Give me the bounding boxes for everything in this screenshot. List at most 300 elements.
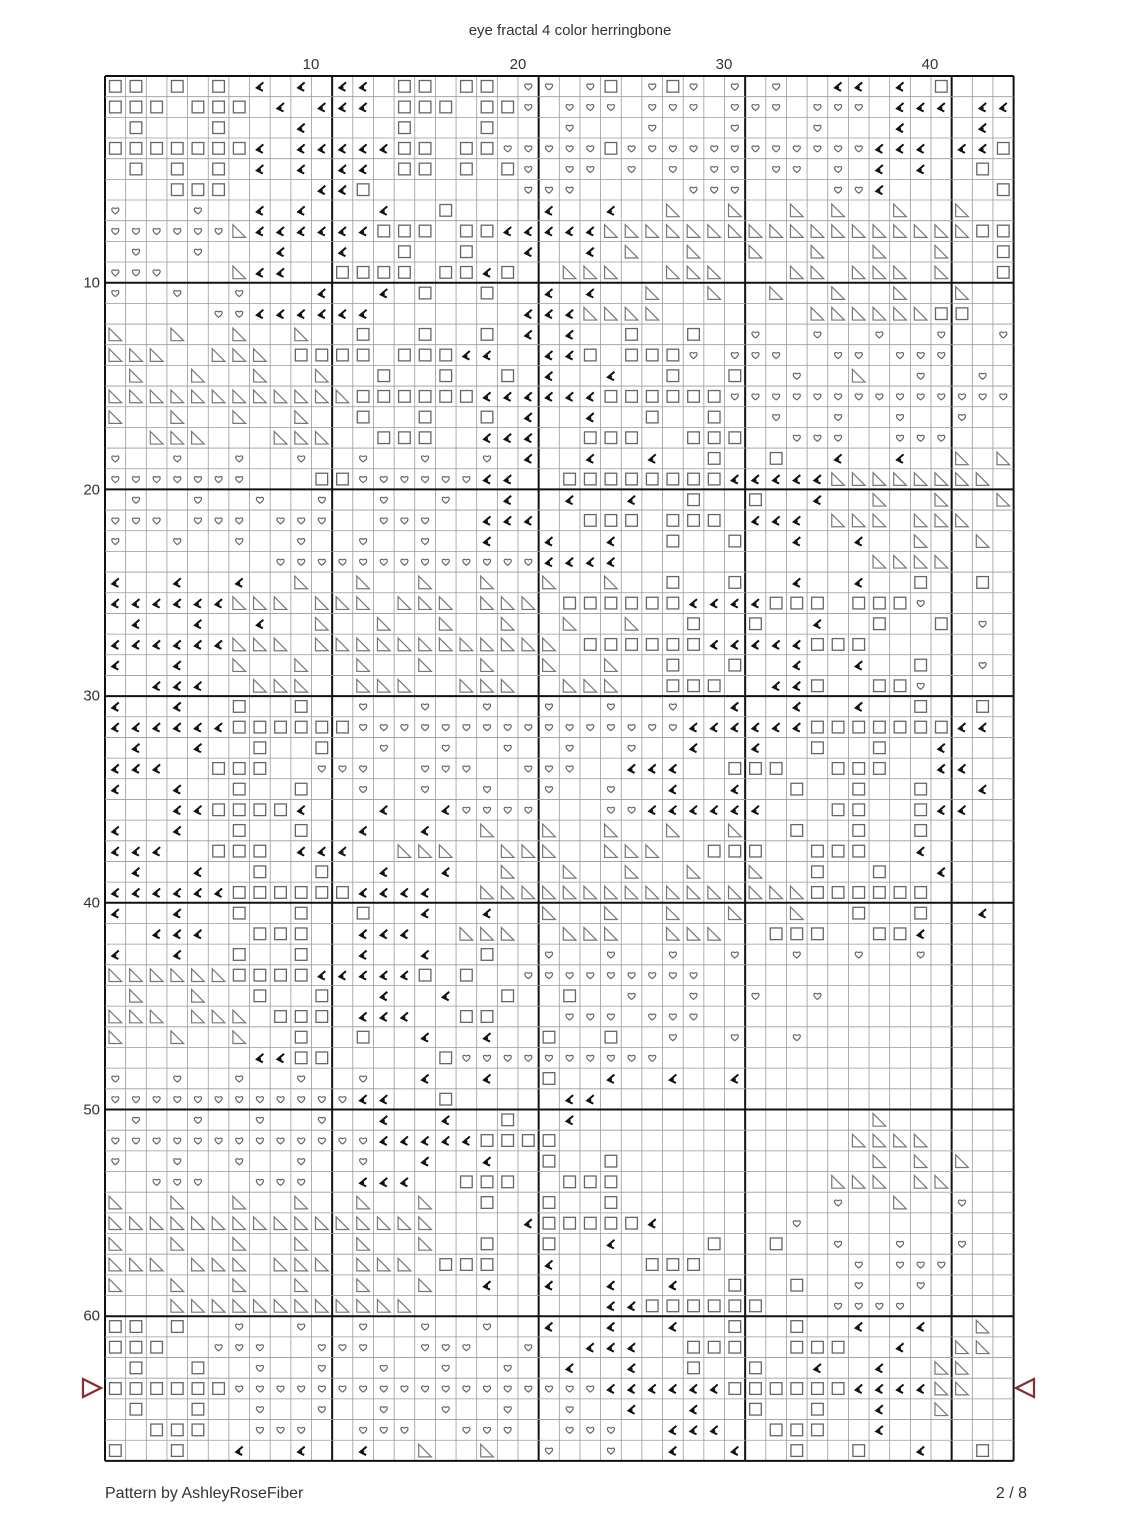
stitch-arrow-icon (484, 1281, 491, 1290)
heart-outline-icon (628, 725, 635, 731)
heart-outline-icon (587, 167, 594, 173)
heart-outline-icon (422, 559, 429, 565)
heart-outline-icon (256, 1179, 263, 1185)
square-outline-icon (564, 1217, 576, 1229)
heart-outline-icon (855, 1262, 862, 1268)
square-outline-icon (130, 81, 142, 93)
heart-outline-icon (380, 559, 387, 565)
half-triangle-icon (832, 514, 845, 527)
half-triangle-icon (687, 927, 700, 940)
half-triangle-icon (316, 1258, 329, 1271)
heart-outline-icon (938, 435, 945, 441)
half-triangle-icon (625, 845, 638, 858)
square-outline-icon (110, 1341, 122, 1353)
heart-outline-icon (463, 725, 470, 731)
stitch-arrow-icon (773, 682, 780, 691)
half-triangle-icon (873, 1176, 886, 1189)
half-triangle-icon (377, 617, 390, 630)
heart-outline-icon (132, 497, 139, 503)
heart-outline-icon (401, 725, 408, 731)
square-outline-icon (295, 887, 307, 899)
stitch-arrow-icon (505, 496, 512, 505)
half-triangle-icon (646, 845, 659, 858)
half-triangle-icon (398, 679, 411, 692)
square-outline-icon (729, 1383, 741, 1395)
half-triangle-icon (729, 824, 742, 837)
half-triangle-icon (130, 390, 143, 403)
stitch-arrow-icon (319, 971, 326, 980)
stitch-arrow-icon (484, 909, 491, 918)
half-triangle-icon (563, 617, 576, 630)
square-outline-icon (213, 804, 225, 816)
heart-outline-icon (814, 146, 821, 152)
heart-outline-icon (422, 787, 429, 793)
stitch-arrow-icon (918, 165, 925, 174)
stitch-arrow-icon (835, 454, 842, 463)
half-triangle-icon (254, 1217, 267, 1230)
half-triangle-icon (935, 555, 948, 568)
stitch-arrow-icon (174, 826, 181, 835)
heart-outline-icon (215, 229, 222, 235)
stitch-arrow-icon (546, 1281, 553, 1290)
heart-outline-icon (256, 1345, 263, 1351)
heart-outline-icon (483, 1386, 490, 1392)
square-outline-icon (337, 721, 349, 733)
half-triangle-icon (729, 225, 742, 238)
half-triangle-icon (894, 266, 907, 279)
half-triangle-icon (770, 225, 783, 238)
half-triangle-icon (667, 824, 680, 837)
square-outline-icon (584, 349, 596, 361)
heart-outline-icon (752, 146, 759, 152)
stitch-arrow-icon (443, 806, 450, 815)
square-outline-icon (316, 1011, 328, 1023)
square-outline-icon (295, 949, 307, 961)
stitch-arrow-icon (670, 1426, 677, 1435)
square-outline-icon (171, 184, 183, 196)
heart-outline-icon (236, 311, 243, 317)
half-triangle-icon (501, 927, 514, 940)
stitch-arrow-icon (463, 351, 470, 360)
half-triangle-icon (605, 225, 618, 238)
heart-outline-icon (132, 229, 139, 235)
stitch-arrow-icon (422, 950, 429, 959)
half-triangle-icon (956, 473, 969, 486)
half-triangle-icon (336, 1217, 349, 1230)
square-outline-icon (378, 370, 390, 382)
stitch-arrow-icon (484, 1074, 491, 1083)
half-triangle-icon (357, 1238, 370, 1251)
heart-outline-icon (917, 952, 924, 958)
half-triangle-icon (233, 266, 246, 279)
square-outline-icon (295, 907, 307, 919)
heart-outline-icon (566, 1407, 573, 1413)
heart-outline-icon (607, 1014, 614, 1020)
square-outline-icon (461, 1011, 473, 1023)
square-outline-icon (110, 1321, 122, 1333)
square-outline-icon (502, 990, 514, 1002)
half-triangle-icon (212, 1217, 225, 1230)
stitch-arrow-icon (381, 1116, 388, 1125)
stitch-arrow-icon (773, 723, 780, 732)
stitch-arrow-icon (257, 227, 264, 236)
half-triangle-icon (976, 535, 989, 548)
heart-outline-icon (463, 477, 470, 483)
stitch-arrow-icon (339, 971, 346, 980)
square-outline-icon (729, 1279, 741, 1291)
heart-outline-icon (876, 332, 883, 338)
heart-outline-icon (132, 249, 139, 255)
square-outline-icon (357, 329, 369, 341)
half-triangle-icon (254, 390, 267, 403)
half-triangle-icon (522, 845, 535, 858)
heart-outline-icon (483, 559, 490, 565)
stitch-arrow-icon (257, 620, 264, 629)
stitch-arrow-icon (670, 1323, 677, 1332)
heart-outline-icon (463, 1345, 470, 1351)
stitch-arrow-icon (546, 227, 553, 236)
half-triangle-icon (109, 1010, 122, 1023)
heart-outline-icon (566, 167, 573, 173)
stitch-arrow-icon (443, 1116, 450, 1125)
half-triangle-icon (956, 1341, 969, 1354)
square-outline-icon (295, 783, 307, 795)
heart-outline-icon (112, 477, 119, 483)
square-outline-icon (440, 391, 452, 403)
square-outline-icon (481, 287, 493, 299)
heart-outline-icon (525, 973, 532, 979)
stitch-arrow-icon (608, 1240, 615, 1249)
square-outline-icon (337, 473, 349, 485)
square-outline-icon (750, 494, 762, 506)
stitch-arrow-icon (670, 1281, 677, 1290)
half-triangle-icon (295, 1196, 308, 1209)
half-triangle-icon (481, 886, 494, 899)
stitch-arrow-icon (133, 723, 140, 732)
square-outline-icon (874, 887, 886, 899)
stitch-arrow-icon (629, 764, 636, 773)
square-outline-icon (543, 1217, 555, 1229)
half-triangle-icon (439, 845, 452, 858)
stitch-arrow-icon (112, 826, 119, 835)
heart-outline-icon (318, 497, 325, 503)
square-outline-icon (853, 825, 865, 837)
half-triangle-icon (563, 679, 576, 692)
stitch-arrow-icon (752, 475, 759, 484)
square-outline-icon (481, 225, 493, 237)
heart-outline-icon (566, 1055, 573, 1061)
square-outline-icon (977, 163, 989, 175)
stitch-arrow-icon (195, 744, 202, 753)
square-outline-icon (708, 473, 720, 485)
square-outline-icon (419, 163, 431, 175)
stitch-arrow-icon (567, 1116, 574, 1125)
heart-outline-icon (855, 1283, 862, 1289)
heart-outline-icon (112, 1097, 119, 1103)
stitch-arrow-icon (339, 847, 346, 856)
heart-outline-icon (607, 787, 614, 793)
half-triangle-icon (171, 328, 184, 341)
half-triangle-icon (873, 1134, 886, 1147)
square-outline-icon (915, 783, 927, 795)
half-triangle-icon (357, 1279, 370, 1292)
stitch-arrow-icon (112, 785, 119, 794)
square-outline-icon (213, 81, 225, 93)
half-triangle-icon (398, 1258, 411, 1271)
stitch-arrow-icon (381, 930, 388, 939)
heart-outline-icon (132, 1117, 139, 1123)
heart-outline-icon (566, 1386, 573, 1392)
half-triangle-icon (274, 1300, 287, 1313)
stitch-arrow-icon (381, 1095, 388, 1104)
square-outline-icon (378, 267, 390, 279)
stitch-arrow-icon (897, 124, 904, 133)
heart-outline-icon (649, 84, 656, 90)
stitch-arrow-icon (339, 310, 346, 319)
stitch-arrow-icon (525, 413, 532, 422)
stitch-arrow-icon (257, 1054, 264, 1063)
half-triangle-icon (419, 1279, 432, 1292)
heart-outline-icon (752, 105, 759, 111)
stitch-arrow-icon (897, 1343, 904, 1352)
half-triangle-icon (894, 225, 907, 238)
stitch-arrow-icon (814, 1364, 821, 1373)
half-triangle-icon (109, 390, 122, 403)
stitch-arrow-icon (154, 640, 161, 649)
half-triangle-icon (398, 1217, 411, 1230)
square-outline-icon (997, 246, 1009, 258)
half-triangle-icon (419, 638, 432, 651)
half-triangle-icon (316, 431, 329, 444)
heart-outline-icon (566, 725, 573, 731)
half-triangle-icon (852, 266, 865, 279)
half-triangle-icon (316, 638, 329, 651)
heart-outline-icon (442, 1386, 449, 1392)
half-triangle-icon (935, 1362, 948, 1375)
stitch-arrow-icon (918, 103, 925, 112)
half-triangle-icon (894, 307, 907, 320)
heart-outline-icon (112, 229, 119, 235)
square-outline-icon (977, 577, 989, 589)
half-triangle-icon (749, 886, 762, 899)
square-outline-icon (275, 928, 287, 940)
square-outline-icon (688, 1362, 700, 1374)
half-triangle-icon (233, 411, 246, 424)
half-triangle-icon (481, 927, 494, 940)
heart-outline-icon (545, 84, 552, 90)
heart-outline-icon (318, 766, 325, 772)
stitch-arrow-icon (525, 516, 532, 525)
heart-outline-icon (607, 725, 614, 731)
stitch-arrow-icon (339, 144, 346, 153)
stitch-arrow-icon (174, 640, 181, 649)
stitch-arrow-icon (752, 744, 759, 753)
row-number-50: 50 (83, 1101, 100, 1119)
stitch-arrow-icon (587, 289, 594, 298)
half-triangle-icon (667, 927, 680, 940)
square-outline-icon (708, 680, 720, 692)
half-triangle-icon (935, 514, 948, 527)
stitch-arrow-icon (360, 930, 367, 939)
stitch-arrow-icon (732, 475, 739, 484)
heart-outline-icon (422, 518, 429, 524)
square-outline-icon (791, 1279, 803, 1291)
half-triangle-icon (295, 431, 308, 444)
half-triangle-icon (295, 328, 308, 341)
stitch-arrow-icon (918, 144, 925, 153)
stitch-arrow-icon (980, 785, 987, 794)
stitch-arrow-icon (381, 806, 388, 815)
stitch-arrow-icon (133, 847, 140, 856)
heart-outline-icon (463, 766, 470, 772)
heart-outline-icon (112, 1159, 119, 1165)
heart-outline-icon (256, 1427, 263, 1433)
stitch-arrow-icon (587, 248, 594, 257)
heart-outline-icon (855, 353, 862, 359)
heart-outline-icon (401, 518, 408, 524)
heart-outline-icon (607, 105, 614, 111)
stitch-arrow-icon (112, 847, 119, 856)
square-outline-icon (605, 1155, 617, 1167)
half-triangle-icon (563, 865, 576, 878)
heart-outline-icon (607, 952, 614, 958)
heart-outline-icon (298, 539, 305, 545)
half-triangle-icon (935, 245, 948, 258)
stitch-arrow-icon (546, 1323, 553, 1332)
stitch-arrow-icon (360, 1178, 367, 1187)
square-outline-icon (791, 597, 803, 609)
stitch-arrow-icon (608, 206, 615, 215)
half-triangle-icon (935, 225, 948, 238)
stitch-arrow-icon (401, 888, 408, 897)
square-outline-icon (605, 1176, 617, 1188)
heart-outline-icon (483, 1324, 490, 1330)
square-outline-icon (605, 639, 617, 651)
half-triangle-icon (873, 225, 886, 238)
square-outline-icon (688, 1300, 700, 1312)
heart-outline-icon (525, 559, 532, 565)
stitch-arrow-icon (525, 310, 532, 319)
square-outline-icon (626, 515, 638, 527)
heart-outline-icon (587, 1427, 594, 1433)
heart-outline-icon (401, 1427, 408, 1433)
stitch-arrow-icon (546, 1261, 553, 1270)
heart-outline-icon (360, 477, 367, 483)
square-outline-icon (130, 143, 142, 155)
half-triangle-icon (501, 865, 514, 878)
square-outline-icon (130, 163, 142, 175)
half-triangle-icon (109, 1196, 122, 1209)
half-triangle-icon (398, 845, 411, 858)
heart-outline-icon (422, 725, 429, 731)
half-triangle-icon (254, 679, 267, 692)
heart-outline-icon (835, 1303, 842, 1309)
square-outline-icon (832, 763, 844, 775)
heart-outline-icon (360, 725, 367, 731)
square-outline-icon (667, 1259, 679, 1271)
half-triangle-icon (357, 1300, 370, 1313)
heart-outline-icon (731, 353, 738, 359)
stitch-arrow-icon (876, 165, 883, 174)
square-outline-icon (130, 1341, 142, 1353)
stitch-arrow-icon (360, 888, 367, 897)
square-outline-icon (502, 1114, 514, 1126)
square-outline-icon (461, 246, 473, 258)
stitch-arrow-icon (174, 950, 181, 959)
half-triangle-icon (274, 597, 287, 610)
heart-outline-icon (752, 394, 759, 400)
heart-outline-icon (917, 1262, 924, 1268)
heart-outline-icon (442, 559, 449, 565)
heart-outline-icon (690, 105, 697, 111)
half-triangle-icon (233, 597, 246, 610)
square-outline-icon (275, 887, 287, 899)
half-triangle-icon (357, 638, 370, 651)
half-triangle-icon (150, 1258, 163, 1271)
heart-outline-icon (525, 1386, 532, 1392)
square-outline-icon (874, 763, 886, 775)
half-triangle-icon (770, 287, 783, 300)
half-triangle-icon (192, 1258, 205, 1271)
square-outline-icon (233, 907, 245, 919)
square-outline-icon (337, 267, 349, 279)
square-outline-icon (688, 639, 700, 651)
heart-outline-icon (669, 167, 676, 173)
square-outline-icon (378, 225, 390, 237)
half-triangle-icon (295, 1217, 308, 1230)
half-triangle-icon (729, 204, 742, 217)
half-triangle-icon (811, 266, 824, 279)
heart-outline-icon (876, 394, 883, 400)
half-triangle-icon (192, 1300, 205, 1313)
half-triangle-icon (130, 369, 143, 382)
half-triangle-icon (357, 1258, 370, 1271)
half-triangle-icon (295, 1300, 308, 1313)
heart-outline-icon (917, 353, 924, 359)
heart-outline-icon (194, 208, 201, 214)
heart-outline-icon (587, 84, 594, 90)
square-outline-icon (750, 1300, 762, 1312)
stitch-arrow-icon (546, 537, 553, 546)
square-outline-icon (605, 597, 617, 609)
heart-outline-icon (215, 1138, 222, 1144)
square-outline-icon (378, 432, 390, 444)
stitch-arrow-icon (339, 227, 346, 236)
heart-outline-icon (442, 766, 449, 772)
stitch-arrow-icon (484, 475, 491, 484)
heart-outline-icon (174, 291, 181, 297)
half-triangle-icon (212, 1010, 225, 1023)
half-triangle-icon (295, 576, 308, 589)
half-triangle-icon (109, 1258, 122, 1271)
square-outline-icon (832, 804, 844, 816)
half-triangle-icon (501, 886, 514, 899)
square-outline-icon (502, 370, 514, 382)
square-outline-icon (936, 81, 948, 93)
half-triangle-icon (708, 927, 721, 940)
stitch-arrow-icon (381, 1012, 388, 1021)
heart-outline-icon (793, 1221, 800, 1227)
half-triangle-icon (439, 638, 452, 651)
square-outline-icon (192, 1362, 204, 1374)
square-outline-icon (853, 763, 865, 775)
half-triangle-icon (233, 659, 246, 672)
stitch-arrow-icon (174, 888, 181, 897)
heart-outline-icon (318, 559, 325, 565)
stitch-arrow-icon (298, 82, 305, 91)
heart-outline-icon (979, 373, 986, 379)
stitch-arrow-icon (691, 744, 698, 753)
